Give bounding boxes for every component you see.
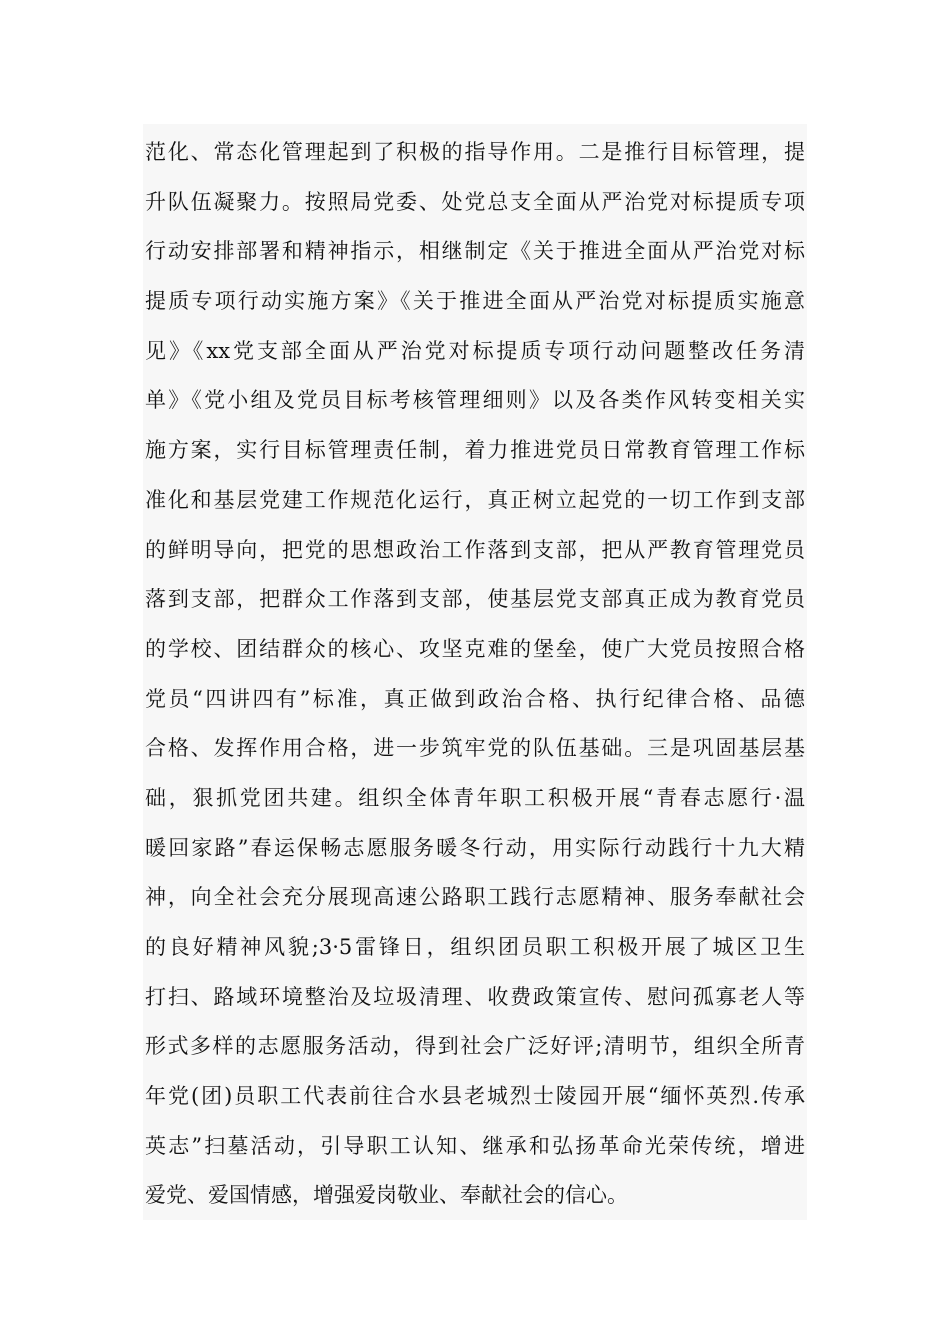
text-line: 爱党、爱国情感，增强爱岗敬业、奉献社会的信心。 bbox=[145, 1183, 628, 1208]
text-line: 行动安排部署和精神指示，相继制定《关于推进全面从严治党对标 bbox=[145, 239, 805, 264]
text-line: 础，狠抓党团共建。组织全体青年职工积极开展“青春志愿行·温 bbox=[145, 785, 805, 810]
text-line: 暖回家路”春运保畅志愿服务暖冬行动，用实际行动践行十九大精 bbox=[145, 835, 805, 860]
text-line: 范化、常态化管理起到了积极的指导作用。二是推行目标管理，提 bbox=[145, 140, 805, 164]
text-line: 升队伍凝聚力。按照局党委、处党总支全面从严治党对标提质专项 bbox=[145, 189, 805, 214]
text-line: 单》《党小组及党员目标考核管理细则》以及各类作风转变相关实 bbox=[145, 388, 805, 413]
text-line: 准化和基层党建工作规范化运行，真正树立起党的一切工作到支部 bbox=[145, 487, 805, 512]
text-line: 提质专项行动实施方案》《关于推进全面从严治党对标提质实施意 bbox=[145, 289, 805, 314]
text-line: 打扫、路域环境整治及垃圾清理、收费政策宣传、慰问孤寡老人等 bbox=[145, 984, 805, 1009]
text-line: 年党(团)员职工代表前往合水县老城烈士陵园开展“缅怀英烈.传承 bbox=[145, 1084, 805, 1109]
text-line: 的鲜明导向，把党的思想政治工作落到支部，把从严教育管理党员 bbox=[145, 537, 805, 562]
text-line: 神，向全社会充分展现高速公路职工践行志愿精神、服务奉献社会 bbox=[145, 885, 805, 910]
text-line: 形式多样的志愿服务活动，得到社会广泛好评;清明节，组织全所青 bbox=[145, 1034, 805, 1059]
body-text-block bbox=[143, 124, 807, 1220]
text-line: 落到支部，把群众工作落到支部，使基层党支部真正成为教育党员 bbox=[145, 587, 805, 612]
text-line: 党员“四讲四有”标准，真正做到政治合格、执行纪律合格、品德 bbox=[145, 686, 805, 711]
text-line: 合格、发挥作用合格，进一步筑牢党的队伍基础。三是巩固基层基 bbox=[145, 736, 805, 761]
text-line: 施方案，实行目标管理责任制，着力推进党员日常教育管理工作标 bbox=[145, 438, 805, 463]
text-line: 英志”扫墓活动，引导职工认知、继承和弘扬革命光荣传统，增进 bbox=[145, 1133, 805, 1158]
text-line: 的良好精神风貌;3·5雷锋日，组织团员职工积极开展了城区卫生 bbox=[145, 935, 805, 959]
text-line: 的学校、团结群众的核心、攻坚克难的堡垒，使广大党员按照合格 bbox=[145, 636, 805, 661]
text-line: 见》《xx党支部全面从严治党对标提质专项行动问题整改任务清 bbox=[145, 338, 805, 363]
